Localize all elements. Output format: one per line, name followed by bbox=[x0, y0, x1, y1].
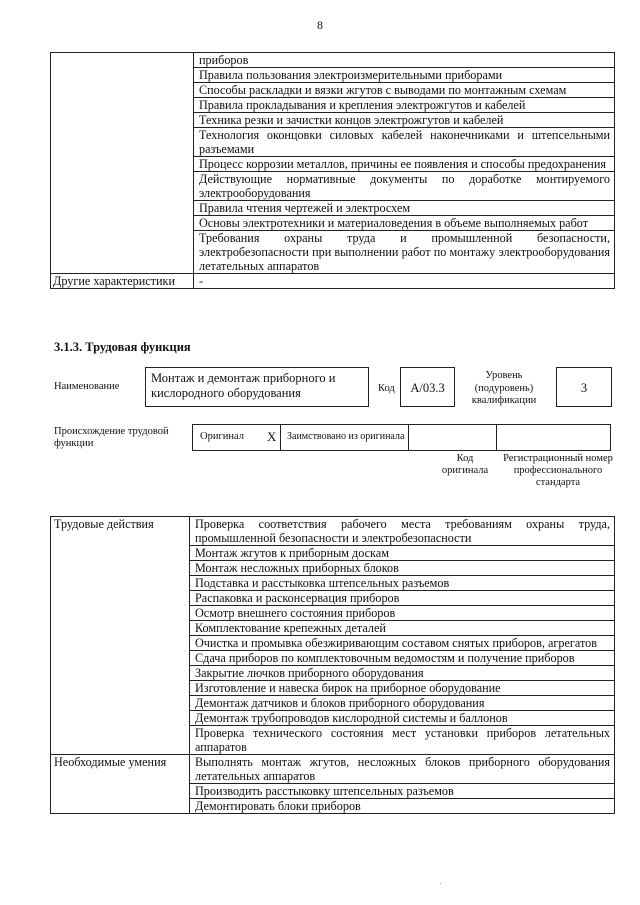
section-title: 3.1.3. Трудовая функция bbox=[54, 340, 191, 354]
labor-action-item: Проверка технического состояния мест установки приборов летательных аппаратов bbox=[190, 726, 615, 755]
required-skill-item: Выполнять монтаж жгутов, несложных блоков приборного оборудования летательных аппаратов bbox=[190, 755, 615, 784]
knowledge-item: Процесс коррозии металлов, причины ее появления и способы предохранения bbox=[194, 157, 615, 172]
other-characteristics-label: Другие характеристики bbox=[51, 274, 194, 289]
labor-action-item: Закрытие лючков приборного оборудования bbox=[190, 666, 615, 681]
required-skill-label: Необходимые умения bbox=[51, 755, 190, 814]
labor-action-item: Комплектование крепежных деталей bbox=[190, 621, 615, 636]
required-skill-item: Производить расстыковку штепсельных разъемов bbox=[190, 784, 615, 799]
function-name-box bbox=[145, 367, 369, 407]
knowledge-item: Требования охраны труда и промышленной безопасности, электробезопасности при выполнении работ по монтажу электрооборудования летательных аппаратов bbox=[194, 231, 615, 274]
labor-action-item: Изготовление и навеска бирок на приборное оборудование bbox=[190, 681, 615, 696]
knowledge-item: приборов bbox=[194, 53, 615, 68]
level-label: Уровень (подуровень) квалификации bbox=[471, 370, 537, 406]
other-characteristics-value: - bbox=[194, 274, 615, 289]
code-value: А/03.3 bbox=[410, 381, 445, 395]
labor-action-item: Распаковка и расконсервация приборов bbox=[190, 591, 615, 606]
origin-box bbox=[192, 424, 611, 451]
labor-action-item: Сдача приборов по комплектовочным ведомостям и получение приборов bbox=[190, 651, 615, 666]
knowledge-table bbox=[50, 52, 615, 289]
labor-action-item: Подставка и расстыковка штепсельных разъемов bbox=[190, 576, 615, 591]
knowledge-item: Правила прокладывания и крепления электрожгутов и кабелей bbox=[194, 98, 615, 113]
labor-action-item: Проверка соответствия рабочего места требованиям охраны труда, промышленной безопасности и электробезопасности bbox=[190, 517, 615, 546]
knowledge-item: Действующие нормативные документы по доработке монтируемого электрооборудования bbox=[194, 172, 615, 201]
code-original-label: Код оригинала bbox=[441, 453, 489, 476]
knowledge-item: Основы электротехники и материаловедения в объеме выполняемых работ bbox=[194, 216, 615, 231]
other-characteristics-row bbox=[51, 274, 615, 289]
knowledge-item: Правила пользования электроизмерительными приборами bbox=[194, 68, 615, 83]
original-label: Оригинал bbox=[200, 431, 244, 442]
required-skill bbox=[51, 755, 615, 784]
required-skill-item: Демонтировать блоки приборов bbox=[190, 799, 615, 814]
knowledge-item: Техника резки и зачистки концов электрожгутов и кабелей bbox=[194, 113, 615, 128]
level-value: 3 bbox=[580, 381, 588, 395]
function-name-value: Монтаж и демонтаж приборного и кислородного оборудования bbox=[151, 371, 336, 400]
origin-label: Происхождение трудовой функции bbox=[54, 426, 169, 449]
labor-action-label: Трудовые действия bbox=[51, 517, 190, 755]
reg-number-label: Регистрационный номер профессионального стандарта bbox=[503, 453, 613, 488]
labor-action-item: Демонтаж трубопроводов кислородной системы и баллонов bbox=[190, 711, 615, 726]
labor-function-table bbox=[50, 516, 615, 814]
labor-action bbox=[51, 517, 615, 546]
labor-action-item: Монтаж несложных приборных блоков bbox=[190, 561, 615, 576]
code-label: Код bbox=[378, 383, 395, 394]
borrowed-label: Заимствовано из оригинала bbox=[287, 431, 405, 442]
page-number: 8 bbox=[317, 18, 323, 32]
labor-action-item: Осмотр внешнего состояния приборов bbox=[190, 606, 615, 621]
scan-dot: . bbox=[440, 880, 442, 886]
knowledge-item: Способы раскладки и вязки жгутов с выводами по монтажным схемам bbox=[194, 83, 615, 98]
labor-action-item: Очистка и промывка обезжиривающим составом снятых приборов, агрегатов bbox=[190, 636, 615, 651]
level-box bbox=[556, 367, 612, 407]
knowledge-item: Правила чтения чертежей и электросхем bbox=[194, 201, 615, 216]
knowledge-row bbox=[51, 53, 615, 68]
knowledge-item: Технология оконцовки силовых кабелей наконечниками и штепсельными разъемами bbox=[194, 128, 615, 157]
labor-action-item: Монтаж жгутов к приборным доскам bbox=[190, 546, 615, 561]
labor-action-item: Демонтаж датчиков и блоков приборного оборудования bbox=[190, 696, 615, 711]
name-label: Наименование bbox=[54, 381, 120, 392]
knowledge-label-cell bbox=[51, 53, 194, 274]
original-mark: X bbox=[267, 429, 277, 444]
code-box bbox=[400, 367, 455, 407]
